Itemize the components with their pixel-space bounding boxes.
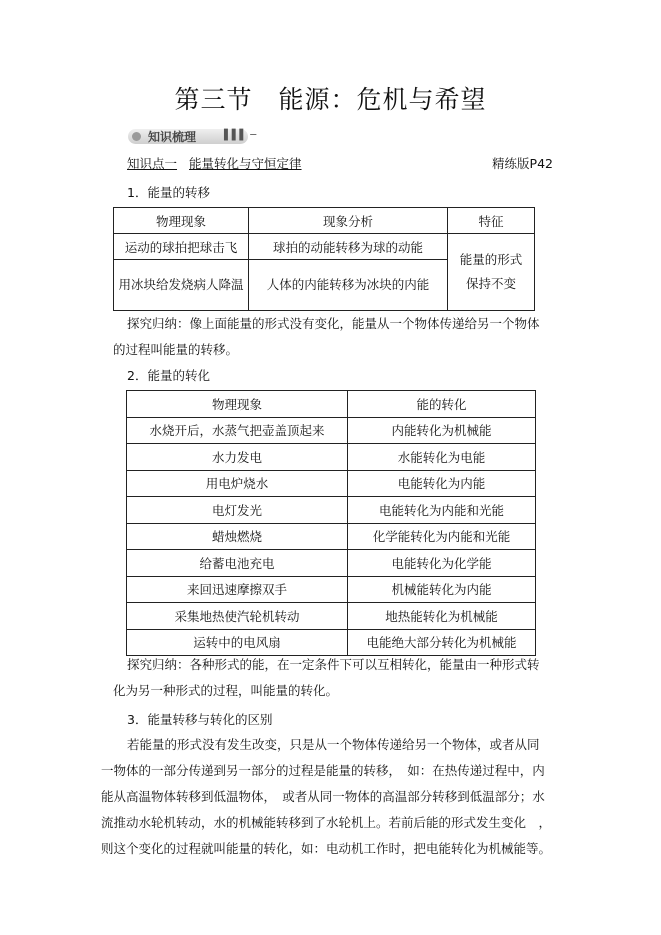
- banner-marks: ▌▌▌ ─: [224, 130, 257, 141]
- table-cell: 球拍的动能转移为球的动能: [249, 234, 448, 260]
- table-cell: 水烧开后，水蒸气把壶盖顶起来: [127, 417, 348, 444]
- section-title: 能源：危机与希望: [278, 85, 487, 114]
- summary-line: 化为另一种形式的过程，叫能量的转化。: [113, 683, 339, 698]
- table-cell: 给蓄电池充电: [127, 550, 348, 577]
- section1-heading: 1．能量的转移: [127, 185, 210, 200]
- section1-summary: [113, 311, 553, 363]
- table-header-row: [114, 208, 535, 234]
- table-cell: 用冰块给发烧病人降温: [114, 260, 249, 311]
- section3-heading: 3．能量转移与转化的区别: [127, 712, 273, 727]
- section3-body: [101, 732, 571, 862]
- table-row: [127, 576, 536, 603]
- body-line: 一物体的一部分传递到另一部分的过程是能量的转移， 如：在热传递过程中，内: [101, 763, 545, 778]
- summary-line: 探究归纳：像上面能量的形式没有变化，能量从一个物体传递给另一个物体: [127, 316, 540, 331]
- exercise-version-reference: 精练版P42: [492, 156, 553, 171]
- table-cell: 用电炉烧水: [127, 470, 348, 497]
- feature-cell: 能量的形式保持不变: [448, 234, 535, 311]
- table-row: [127, 417, 536, 444]
- table-cell: 采集地热使汽轮机转动: [127, 603, 348, 630]
- knowledge-point-name: 能量转化与守恒定律: [189, 156, 302, 171]
- table-row: [127, 497, 536, 524]
- table-cell: 机械能转化为内能: [348, 576, 536, 603]
- table-row: [127, 444, 536, 471]
- knowledge-point-prefix: 知识点一: [127, 156, 178, 171]
- header-cell: 物理现象: [127, 391, 348, 418]
- section-number: 第三节: [174, 85, 253, 114]
- table-cell: 蜡烛燃烧: [127, 523, 348, 550]
- table-cell: 电能转化为内能和光能: [348, 497, 536, 524]
- page-title: [0, 80, 661, 116]
- bullet-icon: [132, 132, 141, 141]
- table-row: [127, 470, 536, 497]
- table-cell: 水力发电: [127, 444, 348, 471]
- table-row: [114, 234, 535, 260]
- section2-summary: [113, 652, 563, 704]
- summary-line: 的过程叫能量的转移。: [113, 342, 239, 357]
- table-cell: 电能绝大部分转化为机械能: [348, 629, 536, 656]
- energy-conversion-table: [126, 390, 536, 656]
- knowledge-point-heading: [127, 154, 302, 172]
- table-header-row: [127, 391, 536, 418]
- table-row: [127, 523, 536, 550]
- table-cell: 来回迅速摩擦双手: [127, 576, 348, 603]
- body-line: 能从高温物体转移到低温物体， 或者从同一物体的高温部分转移到低温部分；水: [101, 789, 545, 804]
- energy-transfer-table: [113, 207, 535, 311]
- section2-heading: 2．能量的转化: [127, 368, 210, 383]
- header-cell: 现象分析: [249, 208, 448, 234]
- body-line: 若能量的形式没有发生改变，只是从一个物体传递给另一个物体，或者从同: [127, 737, 540, 752]
- header-cell: 特征: [448, 208, 535, 234]
- table-cell: 电能转化为内能: [348, 470, 536, 497]
- table-cell: 内能转化为机械能: [348, 417, 536, 444]
- header-cell: 物理现象: [114, 208, 249, 234]
- table-row: [127, 550, 536, 577]
- table-cell: 化学能转化为内能和光能: [348, 523, 536, 550]
- banner-label: 知识梳理: [148, 130, 197, 144]
- body-line: 则这个变化的过程就叫能量的转化，如：电动机工作时，把电能转化为机械能等。: [101, 841, 552, 856]
- body-line: 流推动水轮机转动，水的机械能转移到了水轮机上。若前后能的形式发生变化 ，: [101, 815, 552, 830]
- table-cell: 运转中的电风扇: [127, 629, 348, 656]
- header-cell: 能的转化: [348, 391, 536, 418]
- table-cell: 地热能转化为机械能: [348, 603, 536, 630]
- summary-line: 探究归纳：各种形式的能，在一定条件下可以互相转化，能量由一种形式转: [127, 657, 540, 672]
- table-cell: 电灯发光: [127, 497, 348, 524]
- table-cell: 人体的内能转移为冰块的内能: [249, 260, 448, 311]
- table-cell: 运动的球拍把球击飞: [114, 234, 249, 260]
- table-row: [127, 603, 536, 630]
- knowledge-review-banner: [128, 128, 258, 146]
- table-cell: 水能转化为电能: [348, 444, 536, 471]
- table-cell: 电能转化为化学能: [348, 550, 536, 577]
